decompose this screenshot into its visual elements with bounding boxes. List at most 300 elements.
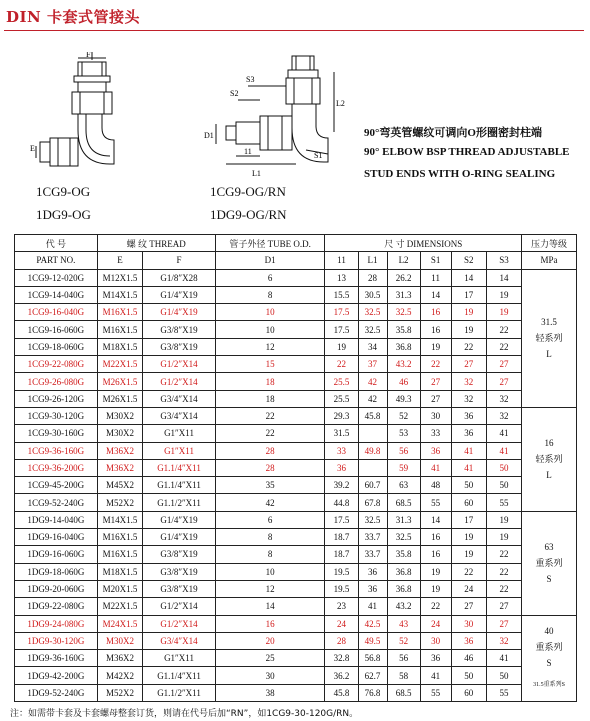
cell-L2: 32.5 xyxy=(387,529,420,546)
cell-L2: 36.8 xyxy=(387,338,420,355)
cell-S1: 30 xyxy=(420,407,451,424)
cell-F: G3/8″X19 xyxy=(143,580,215,597)
cell-L2: 52 xyxy=(387,407,420,424)
cell-S2: 19 xyxy=(451,529,486,546)
cell-F: G1.1/4″X11 xyxy=(143,459,215,476)
cell-S1: 11 xyxy=(420,269,451,286)
cell-F: G1/2″X14 xyxy=(143,615,215,632)
cell-S1: 55 xyxy=(420,494,451,511)
cell-S3: 22 xyxy=(486,563,521,580)
cell-D1: 42 xyxy=(215,494,325,511)
table-row xyxy=(15,442,577,459)
cell-S2: 19 xyxy=(451,304,486,321)
cell-part: 1CG9-22-080G xyxy=(15,356,98,373)
cell-D1: 28 xyxy=(215,442,325,459)
cell-S1: 24 xyxy=(420,615,451,632)
cell-F: G1″X11 xyxy=(143,442,215,459)
cell-F: G1/2″X14 xyxy=(143,356,215,373)
cell-S3: 22 xyxy=(486,580,521,597)
cell-E: M22X1.5 xyxy=(97,356,143,373)
table-row xyxy=(15,407,577,424)
cell-F: G1″X11 xyxy=(143,650,215,667)
cell-S2: 32 xyxy=(451,373,486,390)
cell-E: M16X1.5 xyxy=(97,321,143,338)
cell-S1: 27 xyxy=(420,373,451,390)
cell-S1: 22 xyxy=(420,598,451,615)
cell-S1: 16 xyxy=(420,321,451,338)
cell-part: 1CG9-12-020G xyxy=(15,269,98,286)
cell-S2: 60 xyxy=(451,494,486,511)
cell-L2: 46 xyxy=(387,373,420,390)
cell-c11: 45.8 xyxy=(325,684,358,701)
cell-L2: 59 xyxy=(387,459,420,476)
label-D1: D1 xyxy=(204,131,214,140)
cell-S3: 55 xyxy=(486,494,521,511)
cell-S1: 19 xyxy=(420,338,451,355)
cell-c11: 31.5 xyxy=(325,425,358,442)
header-E: E xyxy=(97,252,143,269)
pressure-rating xyxy=(522,407,577,511)
cell-S1: 36 xyxy=(420,442,451,459)
cell-L1: 34 xyxy=(358,338,387,355)
cell-L2: 43 xyxy=(387,615,420,632)
cell-L2: 31.3 xyxy=(387,511,420,528)
table-row xyxy=(15,546,577,563)
cell-L1: 42 xyxy=(358,390,387,407)
cell-D1: 38 xyxy=(215,684,325,701)
cell-S1: 30 xyxy=(420,632,451,649)
cell-S1: 22 xyxy=(420,356,451,373)
cell-S3: 19 xyxy=(486,304,521,321)
cell-E: M45X2 xyxy=(97,477,143,494)
cell-part: 1DG9-16-040G xyxy=(15,529,98,546)
cell-L1: 28 xyxy=(358,269,387,286)
cell-L1: 60.7 xyxy=(358,477,387,494)
cell-S2: 32 xyxy=(451,390,486,407)
page-title: DIN 卡套式管接头 xyxy=(6,8,140,26)
cell-L2: 31.3 xyxy=(387,286,420,303)
cell-c11: 33 xyxy=(325,442,358,459)
cell-c11: 32.8 xyxy=(325,650,358,667)
cell-D1: 10 xyxy=(215,304,325,321)
cell-L2: 32.5 xyxy=(387,304,420,321)
header-part-en: PART NO. xyxy=(15,252,98,269)
cell-S2: 27 xyxy=(451,598,486,615)
cell-c11: 19.5 xyxy=(325,563,358,580)
table-row xyxy=(15,615,577,632)
cell-L2: 63 xyxy=(387,477,420,494)
cell-part: 1DG9-30-120G xyxy=(15,632,98,649)
cell-S2: 36 xyxy=(451,425,486,442)
cell-L1: 36 xyxy=(358,580,387,597)
cell-S3: 27 xyxy=(486,598,521,615)
cell-E: M20X1.5 xyxy=(97,580,143,597)
cell-L2: 43.2 xyxy=(387,598,420,615)
header-part: 代 号 xyxy=(15,235,98,252)
table-row xyxy=(15,563,577,580)
cell-E: M30X2 xyxy=(97,407,143,424)
cell-E: M12X1.5 xyxy=(97,269,143,286)
header-S3: S3 xyxy=(486,252,521,269)
cell-F: G1/8″X28 xyxy=(143,269,215,286)
title-divider xyxy=(4,30,584,31)
header-thread: 螺 纹 THREAD xyxy=(97,235,215,252)
cell-E: M36X2 xyxy=(97,442,143,459)
pressure-line: 63 xyxy=(544,542,554,553)
model-label: 1DG9-OG/RN xyxy=(210,207,287,222)
pressure-line: S xyxy=(546,658,552,669)
header-S1: S1 xyxy=(420,252,451,269)
cell-L1: 49.5 xyxy=(358,632,387,649)
cell-F: G3/4″X14 xyxy=(143,632,215,649)
cell-S3: 32 xyxy=(486,632,521,649)
cell-D1: 35 xyxy=(215,477,325,494)
cell-S1: 16 xyxy=(420,304,451,321)
cell-part: 1CG9-16-060G xyxy=(15,321,98,338)
cell-part: 1CG9-36-160G xyxy=(15,442,98,459)
cell-E: M36X2 xyxy=(97,459,143,476)
cell-part: 1CG9-18-060G xyxy=(15,338,98,355)
cell-E: M14X1.5 xyxy=(97,511,143,528)
cell-L2: 56 xyxy=(387,650,420,667)
cell-c11: 17.5 xyxy=(325,511,358,528)
header-pressure: 压力等级 xyxy=(522,235,577,252)
cell-D1: 6 xyxy=(215,511,325,528)
cell-F: G1″X11 xyxy=(143,425,215,442)
cell-S2: 27 xyxy=(451,356,486,373)
cell-L1: 49.8 xyxy=(358,442,387,459)
cell-L1: 32.5 xyxy=(358,321,387,338)
cell-D1: 10 xyxy=(215,321,325,338)
label-S2: S2 xyxy=(230,89,239,98)
cell-D1: 8 xyxy=(215,529,325,546)
cell-S2: 36 xyxy=(451,407,486,424)
cell-D1: 8 xyxy=(215,286,325,303)
cell-D1: 18 xyxy=(215,390,325,407)
cell-S3: 27 xyxy=(486,356,521,373)
cell-S2: 46 xyxy=(451,650,486,667)
cell-S3: 41 xyxy=(486,650,521,667)
pressure-line: 40 xyxy=(544,626,554,637)
cell-S3: 19 xyxy=(486,511,521,528)
pressure-line: 轻系列 xyxy=(535,454,563,465)
label-L2: L2 xyxy=(336,99,345,108)
cell-part: 1CG9-30-120G xyxy=(15,407,98,424)
cell-L1 xyxy=(358,425,387,442)
cell-L1: 36 xyxy=(358,563,387,580)
pressure-line: 轻系列 xyxy=(535,333,563,344)
cell-S2: 36 xyxy=(451,632,486,649)
cell-part: 1DG9-20-060G xyxy=(15,580,98,597)
cell-E: M16X1.5 xyxy=(97,304,143,321)
cell-L2: 68.5 xyxy=(387,494,420,511)
cell-part: 1CG9-16-040G xyxy=(15,304,98,321)
cell-S1: 41 xyxy=(420,459,451,476)
cell-F: G3/8″X19 xyxy=(143,338,215,355)
cell-S1: 27 xyxy=(420,390,451,407)
cell-S1: 55 xyxy=(420,684,451,701)
description-en: 90° ELBOW BSP THREAD ADJUSTABLE xyxy=(364,146,570,158)
cell-L2: 68.5 xyxy=(387,684,420,701)
cell-F: G3/4″X14 xyxy=(143,407,215,424)
cell-F: G1/2″X14 xyxy=(143,373,215,390)
cell-c11: 25.5 xyxy=(325,373,358,390)
cell-L2: 56 xyxy=(387,442,420,459)
cell-F: G1/2″X14 xyxy=(143,598,215,615)
cell-S1: 14 xyxy=(420,511,451,528)
cell-part: 1CG9-26-120G xyxy=(15,390,98,407)
fitting-drawing-right xyxy=(196,52,346,184)
cell-c11: 17.5 xyxy=(325,304,358,321)
header-tube: 管子外径 TUBE O.D. xyxy=(215,235,325,252)
cell-L1 xyxy=(358,459,387,476)
cell-S2: 50 xyxy=(451,667,486,684)
cell-S3: 22 xyxy=(486,338,521,355)
table-row xyxy=(15,684,577,701)
cell-S3: 41 xyxy=(486,442,521,459)
cell-L1: 42.5 xyxy=(358,615,387,632)
label-F: F xyxy=(86,52,91,59)
table-row xyxy=(15,667,577,684)
pressure-line: 重系列 xyxy=(535,642,563,653)
header-dimensions: 尺 寸 DIMENSIONS xyxy=(325,235,522,252)
pressure-line: 重系列 xyxy=(535,558,563,569)
cell-S1: 41 xyxy=(420,667,451,684)
cell-F: G1.1/4″X11 xyxy=(143,667,215,684)
cell-F: G3/4″X14 xyxy=(143,390,215,407)
header-D1: D1 xyxy=(215,252,325,269)
cell-F: G1/4″X19 xyxy=(143,286,215,303)
label-S3: S3 xyxy=(246,75,255,84)
cell-L2: 49.3 xyxy=(387,390,420,407)
label-11: 11 xyxy=(244,147,252,156)
cell-S3: 27 xyxy=(486,373,521,390)
cell-E: M36X2 xyxy=(97,650,143,667)
cell-S2: 30 xyxy=(451,615,486,632)
cell-S3: 22 xyxy=(486,321,521,338)
table-row xyxy=(15,650,577,667)
cell-c11: 28 xyxy=(325,632,358,649)
cell-S1: 19 xyxy=(420,563,451,580)
cell-S2: 14 xyxy=(451,269,486,286)
cell-c11: 36.2 xyxy=(325,667,358,684)
header-L2: L2 xyxy=(387,252,420,269)
cell-c11: 23 xyxy=(325,598,358,615)
cell-L1: 37 xyxy=(358,356,387,373)
cell-part: 1DG9-22-080G xyxy=(15,598,98,615)
spec-table xyxy=(14,234,577,702)
cell-F: G1/4″X19 xyxy=(143,304,215,321)
cell-L1: 33.7 xyxy=(358,546,387,563)
cell-F: G1/4″X19 xyxy=(143,511,215,528)
cell-F: G1.1/2″X11 xyxy=(143,494,215,511)
cell-S2: 17 xyxy=(451,511,486,528)
cell-D1: 30 xyxy=(215,667,325,684)
cell-F: G1.1/4″X11 xyxy=(143,477,215,494)
model-label: 1CG9-OG xyxy=(36,184,91,199)
cell-D1: 14 xyxy=(215,598,325,615)
header-mpa: MPa xyxy=(522,252,577,269)
table-row xyxy=(15,459,577,476)
cell-c11: 24 xyxy=(325,615,358,632)
table-row xyxy=(15,580,577,597)
cell-c11: 36 xyxy=(325,459,358,476)
description-cn: 90°弯英管螺纹可调向O形圈密封柱端 xyxy=(364,127,542,139)
cell-S3: 50 xyxy=(486,667,521,684)
cell-E: M42X2 xyxy=(97,667,143,684)
cell-L1: 30.5 xyxy=(358,286,387,303)
cell-S2: 19 xyxy=(451,546,486,563)
cell-part: 1DG9-16-060G xyxy=(15,546,98,563)
cell-part: 1CG9-45-200G xyxy=(15,477,98,494)
cell-L1: 33.7 xyxy=(358,529,387,546)
cell-L1: 32.5 xyxy=(358,511,387,528)
table-row xyxy=(15,269,577,286)
table-row xyxy=(15,338,577,355)
cell-part: 1CG9-52-240G xyxy=(15,494,98,511)
cell-S1: 14 xyxy=(420,286,451,303)
cell-D1: 12 xyxy=(215,580,325,597)
cell-F: G1/4″X19 xyxy=(143,529,215,546)
cell-F: G3/8″X19 xyxy=(143,321,215,338)
pressure-line: S xyxy=(546,574,552,585)
cell-E: M16X1.5 xyxy=(97,529,143,546)
cell-L2: 36.8 xyxy=(387,563,420,580)
cell-part: 1CG9-14-040G xyxy=(15,286,98,303)
cell-D1: 28 xyxy=(215,459,325,476)
pressure-line: 31.5重系列S xyxy=(533,682,565,689)
cell-part: 1CG9-26-080G xyxy=(15,373,98,390)
table-row xyxy=(15,425,577,442)
cell-c11: 39.2 xyxy=(325,477,358,494)
cell-part: 1CG9-36-200G xyxy=(15,459,98,476)
pressure-rating xyxy=(522,269,577,407)
table-row xyxy=(15,390,577,407)
cell-c11: 17.5 xyxy=(325,321,358,338)
table-row xyxy=(15,304,577,321)
cell-L2: 26.2 xyxy=(387,269,420,286)
cell-L1: 62.7 xyxy=(358,667,387,684)
cell-S2: 60 xyxy=(451,684,486,701)
model-label: 1CG9-OG/RN xyxy=(210,184,286,199)
cell-S2: 22 xyxy=(451,563,486,580)
cell-D1: 22 xyxy=(215,407,325,424)
cell-L1: 45.8 xyxy=(358,407,387,424)
cell-D1: 15 xyxy=(215,356,325,373)
cell-D1: 18 xyxy=(215,373,325,390)
cell-L1: 42 xyxy=(358,373,387,390)
cell-S1: 36 xyxy=(420,650,451,667)
cell-c11: 22 xyxy=(325,356,358,373)
label-L1: L1 xyxy=(252,169,261,178)
cell-c11: 19 xyxy=(325,338,358,355)
cell-c11: 13 xyxy=(325,269,358,286)
cell-D1: 12 xyxy=(215,338,325,355)
cell-E: M30X2 xyxy=(97,425,143,442)
cell-D1: 10 xyxy=(215,563,325,580)
order-note: 注：如需带卡套及卡套螺母整套订货，则请在代号后加“RN”，如1CG9-30-120G/RN。 xyxy=(10,709,359,719)
cell-L2: 53 xyxy=(387,425,420,442)
cell-S2: 17 xyxy=(451,286,486,303)
cell-S3: 14 xyxy=(486,269,521,286)
table-row xyxy=(15,632,577,649)
cell-F: G1.1/2″X11 xyxy=(143,684,215,701)
pressure-rating xyxy=(522,615,577,701)
cell-c11: 44.8 xyxy=(325,494,358,511)
cell-L2: 52 xyxy=(387,632,420,649)
cell-D1: 8 xyxy=(215,546,325,563)
cell-c11: 15.5 xyxy=(325,286,358,303)
cell-c11: 19.5 xyxy=(325,580,358,597)
cell-S1: 16 xyxy=(420,546,451,563)
cell-S2: 19 xyxy=(451,321,486,338)
header-11: 11 xyxy=(325,252,358,269)
cell-S3: 19 xyxy=(486,529,521,546)
header-S2: S2 xyxy=(451,252,486,269)
cell-S3: 22 xyxy=(486,546,521,563)
cell-L1: 56.8 xyxy=(358,650,387,667)
cell-L1: 76.8 xyxy=(358,684,387,701)
cell-S2: 41 xyxy=(451,442,486,459)
label-S1: S1 xyxy=(314,151,323,160)
label-E: E xyxy=(30,144,35,153)
cell-E: M30X2 xyxy=(97,632,143,649)
cell-S1: 19 xyxy=(420,580,451,597)
pressure-line: 31.5 xyxy=(541,317,557,328)
cell-S3: 19 xyxy=(486,286,521,303)
cell-c11: 18.7 xyxy=(325,546,358,563)
cell-L2: 58 xyxy=(387,667,420,684)
cell-E: M16X1.5 xyxy=(97,546,143,563)
cell-S1: 33 xyxy=(420,425,451,442)
cell-part: 1DG9-42-200G xyxy=(15,667,98,684)
cell-E: M52X2 xyxy=(97,494,143,511)
cell-S3: 50 xyxy=(486,477,521,494)
cell-E: M14X1.5 xyxy=(97,286,143,303)
cell-L2: 43.2 xyxy=(387,356,420,373)
cell-E: M26X1.5 xyxy=(97,390,143,407)
cell-D1: 20 xyxy=(215,632,325,649)
cell-S1: 16 xyxy=(420,529,451,546)
cell-L1: 41 xyxy=(358,598,387,615)
cell-F: G3/8″X19 xyxy=(143,563,215,580)
pressure-line: L xyxy=(546,349,552,360)
cell-S3: 50 xyxy=(486,459,521,476)
cell-S3: 55 xyxy=(486,684,521,701)
table-row xyxy=(15,321,577,338)
cell-E: M24X1.5 xyxy=(97,615,143,632)
pressure-line: L xyxy=(546,470,552,481)
cell-c11: 29.3 xyxy=(325,407,358,424)
cell-L2: 35.8 xyxy=(387,546,420,563)
cell-L1: 67.8 xyxy=(358,494,387,511)
table-row xyxy=(15,598,577,615)
pressure-line: 16 xyxy=(544,438,554,449)
cell-part: 1DG9-24-080G xyxy=(15,615,98,632)
cell-D1: 6 xyxy=(215,269,325,286)
cell-c11: 18.7 xyxy=(325,529,358,546)
cell-S1: 48 xyxy=(420,477,451,494)
cell-S3: 32 xyxy=(486,390,521,407)
table-row xyxy=(15,529,577,546)
table-row xyxy=(15,356,577,373)
cell-E: M22X1.5 xyxy=(97,598,143,615)
cell-E: M18X1.5 xyxy=(97,563,143,580)
cell-E: M52X2 xyxy=(97,684,143,701)
cell-D1: 22 xyxy=(215,425,325,442)
cell-D1: 25 xyxy=(215,650,325,667)
table-row xyxy=(15,286,577,303)
